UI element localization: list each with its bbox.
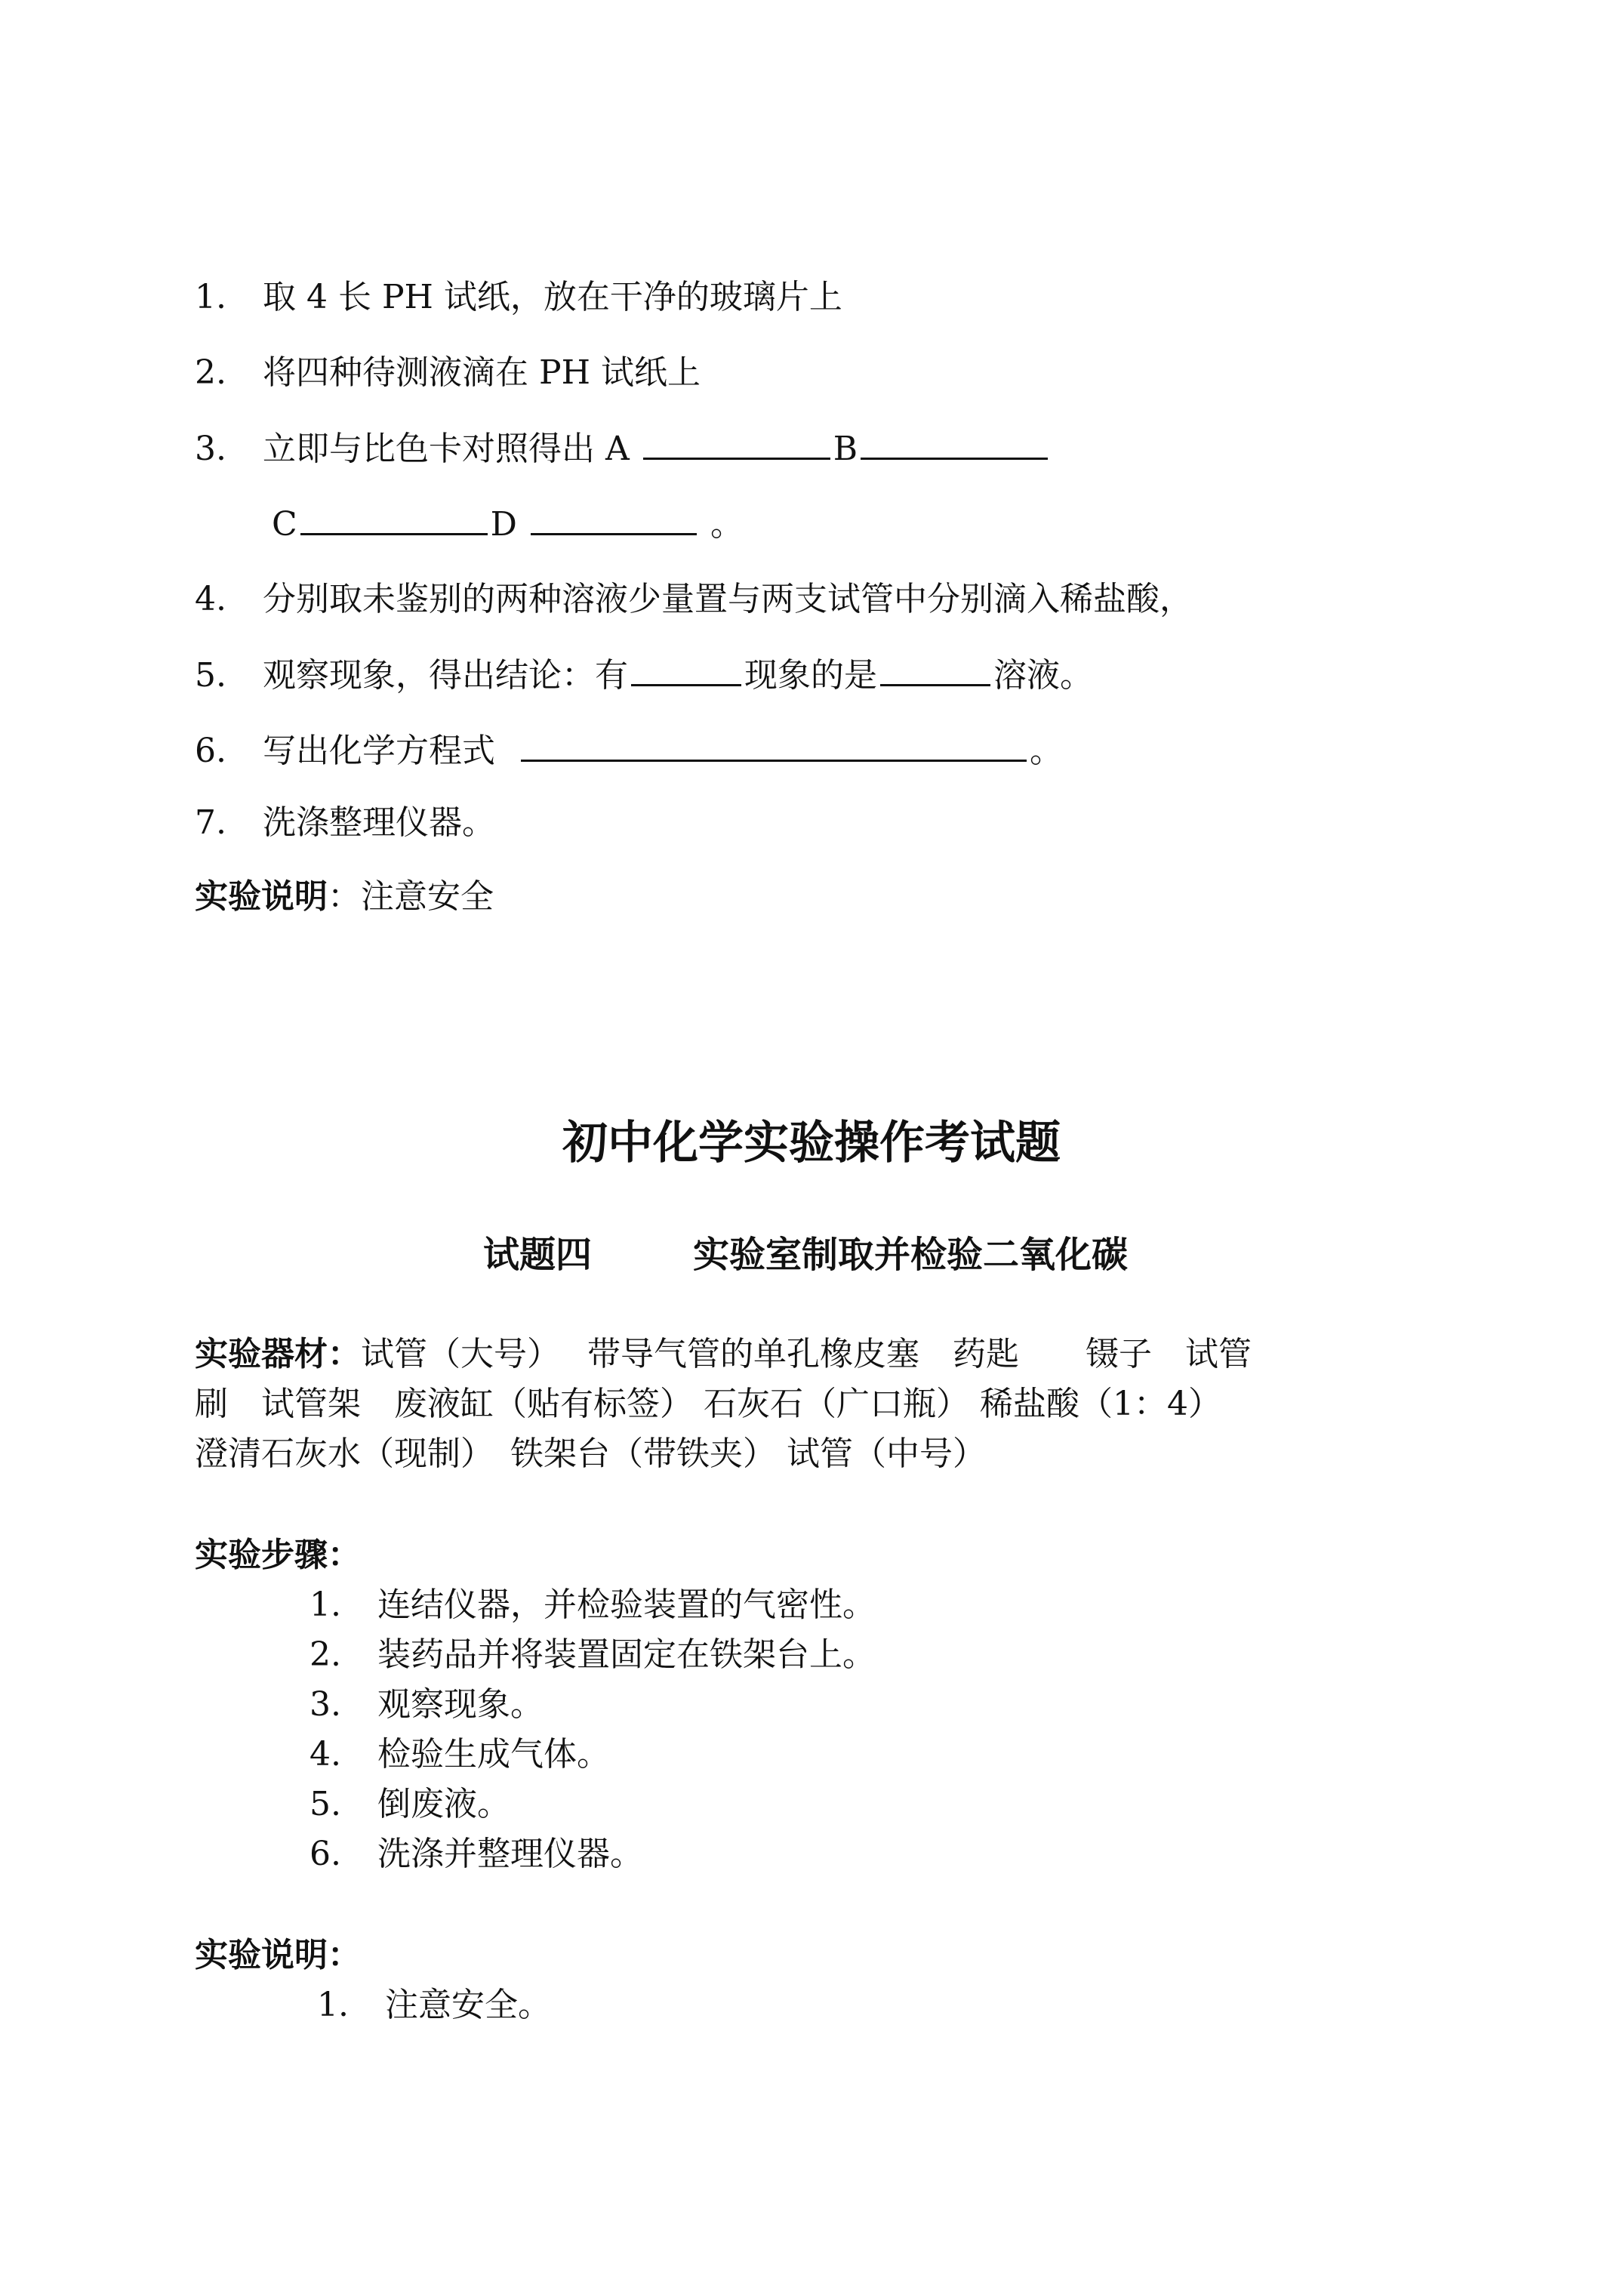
notes-label: 实验说明：: [195, 1936, 361, 1974]
step-6: [195, 729, 1063, 772]
period: 。: [710, 505, 744, 544]
step-text: 洗涤整理仪器。: [263, 803, 495, 842]
step-text: 写出化学方程式: [263, 732, 495, 770]
step-number: 3.: [195, 430, 226, 468]
label-b: B: [833, 430, 858, 468]
item-text: 倒废液。: [377, 1785, 510, 1823]
label-c: C: [272, 505, 297, 544]
answer-blank-equation[interactable]: [521, 729, 1027, 762]
step-number: 4.: [195, 580, 226, 618]
item-number: 6.: [310, 1835, 341, 1873]
step-text-b: 现象的是: [744, 656, 877, 695]
step-number: 6.: [195, 732, 226, 770]
item-number: 3.: [310, 1685, 341, 1724]
step-number: 7.: [195, 803, 226, 842]
step-text: 取 4 长 PH 试纸，放在干净的玻璃片上: [263, 278, 842, 316]
item-text: 洗涤并整理仪器。: [377, 1835, 643, 1873]
list-item: [310, 1584, 876, 1626]
step-number: 2.: [195, 353, 226, 392]
list-item: [310, 1783, 510, 1826]
page-title: 初中化学实验操作考试题: [562, 1117, 1061, 1170]
item-number: 1.: [310, 1586, 341, 1624]
item-number: 4.: [310, 1735, 341, 1774]
answer-blank-b[interactable]: [861, 427, 1048, 460]
step-4: [195, 578, 1193, 621]
step-text: 将四种待测液滴在 PH 试纸上: [263, 353, 701, 392]
period: 。: [1030, 732, 1063, 770]
list-item: [310, 1833, 643, 1875]
materials-label: 实验器材：: [195, 1335, 361, 1373]
item-text: 检验生成气体。: [377, 1735, 610, 1774]
step-number: 1.: [195, 278, 226, 316]
step-text: 立即与比色卡对照得出 A: [263, 430, 630, 468]
step-text-c: 溶液。: [993, 656, 1093, 695]
item-text: 注意安全。: [385, 1986, 551, 2024]
item-number: 1.: [317, 1986, 349, 2024]
materials-line-3: 澄清石灰水（现制） 铁架台（带铁夹） 试管（中号）: [195, 1435, 986, 1473]
exam-name: 实验室制取并检验二氧化碳: [693, 1234, 1129, 1276]
step-1: [195, 276, 842, 319]
step-text: 分别取未鉴别的两种溶液少量置与两支试管中分别滴入稀盐酸，: [263, 580, 1193, 618]
step-7: [195, 802, 495, 844]
label-d: D: [490, 505, 517, 544]
list-item: [310, 1734, 610, 1776]
list-item: [317, 1984, 551, 2026]
list-item: [310, 1634, 876, 1676]
item-number: 2.: [310, 1635, 341, 1674]
materials-line-2: 刷 试管架 废液缸（贴有标签） 石灰石（广口瓶） 稀盐酸（1：4）: [195, 1385, 1221, 1423]
note-text: 注意安全: [361, 877, 494, 916]
answer-blank-solution[interactable]: [880, 654, 990, 686]
step-3: [195, 427, 1051, 470]
top-note: [195, 876, 494, 918]
note-label: 实验说明: [195, 877, 328, 916]
item-text: 连结仪器，并检验装置的气密性。: [377, 1586, 876, 1624]
note-colon: ：: [328, 877, 361, 916]
answer-blank-c[interactable]: [300, 503, 488, 535]
materials-text-1: 试管（大号） 带导气管的单孔橡皮塞 药匙 镊子 试管: [361, 1335, 1252, 1373]
list-item: [310, 1684, 544, 1726]
answer-blank-a[interactable]: [643, 427, 830, 460]
steps-label: 实验步骤：: [195, 1536, 361, 1574]
item-text: 观察现象。: [377, 1685, 544, 1724]
answer-blank-d[interactable]: [531, 503, 697, 535]
step-text: 观察现象，得出结论：有: [263, 656, 628, 695]
item-number: 5.: [310, 1785, 341, 1823]
materials-line-1: [195, 1333, 1252, 1376]
item-text: 装药品并将装置固定在铁架台上。: [377, 1635, 876, 1674]
answer-blank-phenomenon[interactable]: [631, 654, 741, 686]
step-number: 5.: [195, 656, 226, 695]
step-2: [195, 352, 701, 394]
step-5: [195, 654, 1093, 697]
exam-number: 试题四: [483, 1234, 593, 1276]
step-3-cont: [272, 503, 744, 546]
